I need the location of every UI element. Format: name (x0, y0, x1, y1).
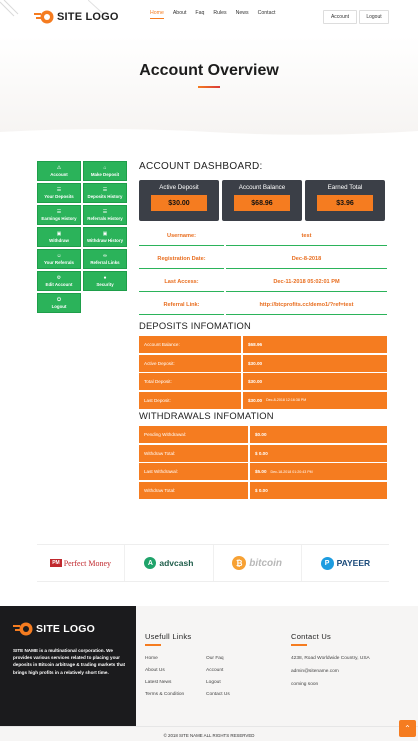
logo-icon (13, 621, 33, 637)
title-underline (198, 86, 220, 88)
dashboard-title: ACCOUNT DASHBOARD: (139, 161, 263, 172)
summary-cards (139, 180, 385, 221)
withdrawals-table (139, 426, 387, 500)
bitcoin-icon: ₿ (232, 556, 246, 570)
gear-icon: ⚙ (56, 275, 62, 281)
sidebar-item-logout[interactable]: ⏻ Logout (37, 293, 81, 313)
deposits-table (139, 336, 387, 410)
referral-link[interactable]: http://btcprofits.cc/demo1/?ref=test (226, 295, 387, 315)
hero-wave (0, 126, 418, 140)
site-footer (0, 606, 418, 726)
heading-underline (145, 644, 161, 646)
main-nav (150, 10, 285, 19)
info-value: Dec-8-2018 (226, 249, 387, 269)
card-label: Earned Total (327, 184, 363, 191)
payment-methods (37, 544, 389, 582)
perfect-money-label: Perfect Money (63, 558, 112, 568)
footer-link-terms[interactable]: Terms & Condition (145, 692, 185, 697)
row-key: Last Withdrawal: (139, 463, 248, 480)
payeer-icon: P (321, 557, 334, 570)
sidebar-item-your-referrals[interactable]: ☺ Your Referrals (37, 249, 81, 269)
sidebar-item-withdraw-history[interactable]: ▣ Withdraw History (83, 227, 127, 247)
earned-total-card (305, 180, 385, 221)
info-key: Username: (139, 226, 224, 246)
info-row-last-access (139, 272, 387, 294)
nav-news[interactable]: News (235, 10, 249, 16)
scroll-to-top-button[interactable] (399, 720, 416, 737)
card-value: $3.96 (317, 195, 373, 211)
card-label: Account Balance (238, 184, 286, 191)
nav-faq[interactable]: Faq (195, 10, 205, 16)
advcash-icon: A (144, 557, 156, 569)
payment-advcash (125, 545, 213, 581)
sidebar-item-make-deposit[interactable]: ⌂ Make Deposit (83, 161, 127, 181)
arrow-up-icon: ⌃ (404, 724, 411, 733)
logout-button[interactable]: Logout (359, 10, 389, 24)
deposits-title: DEPOSITS INFOMATION (139, 320, 251, 331)
info-key: Registration Date: (139, 249, 224, 269)
sidebar-item-security[interactable]: ● Security (83, 271, 127, 291)
decorative-lines (0, 0, 30, 20)
logo-icon (34, 9, 54, 25)
table-row (139, 392, 387, 409)
perfect-money-icon: PM (52, 560, 60, 566)
nav-rules[interactable]: Rules (213, 10, 227, 16)
info-row-registration-date (139, 249, 387, 271)
row-value: $30.00 (243, 373, 387, 390)
sidebar-item-withdraw[interactable]: ▣ Withdraw (37, 227, 81, 247)
row-value: $ 0.00 (250, 482, 387, 499)
payeer-label: PAYEER (336, 558, 371, 568)
sidebar-item-referrals-history[interactable]: ☰ Referrals History (83, 205, 127, 225)
row-key: Account Balance: (139, 336, 241, 353)
logout-icon: ⏻ (57, 297, 61, 303)
row-date: Dec-8-2018 12:16:38 PM (266, 398, 307, 402)
list-icon: ☰ (56, 209, 62, 215)
row-key: Pending Withdrawal: (139, 426, 248, 443)
row-value: $5.00 Dec-18-2018 01:20:43 PM (250, 463, 387, 480)
row-value: $30.00 Dec-8-2018 12:16:38 PM (243, 392, 387, 409)
footer-about (0, 606, 136, 726)
footer-link-contact[interactable]: Contact Us (206, 692, 230, 697)
footer-link-account[interactable]: Account (206, 668, 224, 673)
sidebar-item-deposits-history[interactable]: ☰ Deposits History (83, 183, 127, 203)
heading-underline (291, 644, 307, 646)
active-deposit-card (139, 180, 219, 221)
row-key: Active Deposit: (139, 355, 241, 372)
footer-description: SITE NAME is a multinational corporation. We provides various services related to placing your deposits in Bitcoin arbitrage & trading markets that brings high profits in a relatively short time. (13, 648, 126, 675)
home-icon: ⌂ (103, 165, 107, 171)
row-key: Last Deposit: (139, 392, 241, 409)
link-icon: ∞ (103, 253, 107, 259)
copyright-text: © 2018 SITE NAME ALL RIGHTS RESERVED (163, 733, 255, 738)
table-row (139, 445, 387, 462)
row-value: $30.00 (243, 355, 387, 372)
info-value: test (226, 226, 387, 246)
account-sidebar (37, 161, 127, 313)
table-row (139, 336, 387, 353)
sidebar-item-edit-account[interactable]: ⚙ Edit Account (37, 271, 81, 291)
row-key: Total Deposit: (139, 373, 241, 390)
card-value: $68.96 (234, 195, 290, 211)
footer-link-about[interactable]: About Us (145, 668, 165, 673)
sidebar-item-your-deposits[interactable]: ☰ Your Deposits (37, 183, 81, 203)
sidebar-item-referral-links[interactable]: ∞ Referral Links (83, 249, 127, 269)
withdraw-icon: ▣ (102, 231, 108, 237)
contact-title: Contact Us (291, 632, 332, 641)
row-value: $68.96 (243, 336, 387, 353)
nav-contact[interactable]: Contact (257, 10, 276, 16)
warning-triangle-icon: ⚠ (56, 165, 62, 171)
row-key: Withdraw Total: (139, 445, 248, 462)
payment-payeer (302, 545, 389, 581)
account-balance-card (222, 180, 302, 221)
site-header (0, 0, 418, 36)
info-key: Last Access: (139, 272, 224, 292)
users-icon: ☺ (56, 253, 62, 259)
account-button[interactable]: Account (323, 10, 357, 24)
table-row (139, 355, 387, 372)
contact-email[interactable]: admin@sitename.com (291, 669, 339, 674)
row-value: $ 0.00 (250, 445, 387, 462)
row-date: Dec-18-2018 01:20:43 PM (270, 469, 313, 474)
contact-address: 4238, Road Worldwide Country, USA (291, 656, 370, 661)
info-row-referral-link (139, 295, 387, 317)
footer-link-logout[interactable]: Logout (206, 680, 221, 685)
info-value: Dec-11-2018 05:02:01 PM (226, 272, 387, 292)
footer-link-home[interactable]: Home (145, 656, 158, 661)
footer-link-faq[interactable]: Our Faq (206, 656, 224, 661)
logo-text: SITE LOGO (36, 623, 95, 635)
lock-icon: ● (103, 275, 107, 281)
bitcoin-label: bitcoin (249, 557, 283, 569)
logo-text: SITE LOGO (57, 11, 119, 23)
advcash-label: advcash (159, 558, 194, 568)
nav-home[interactable]: Home (150, 10, 164, 19)
card-label: Active Deposit (159, 184, 199, 191)
list-icon: ☰ (102, 209, 108, 215)
footer-logo[interactable] (13, 621, 95, 637)
sidebar-item-earnings-history[interactable]: ☰ Earnings History (37, 205, 81, 225)
card-value: $30.00 (151, 195, 207, 211)
site-logo[interactable] (34, 8, 119, 26)
list-icon: ☰ (102, 187, 108, 193)
table-row (139, 426, 387, 443)
row-key: Withdraw Total: (139, 482, 248, 499)
table-row (139, 373, 387, 390)
footer-link-news[interactable]: Latest News (145, 680, 172, 685)
table-row (139, 482, 387, 499)
useful-links-title: Usefull Links (145, 632, 192, 641)
withdrawals-title: WITHDRAWALS INFOMATION (139, 410, 274, 421)
payment-bitcoin (214, 545, 302, 581)
withdraw-icon: ▣ (56, 231, 62, 237)
row-value: $0.00 (250, 426, 387, 443)
sidebar-item-account[interactable]: ⚠ Account (37, 161, 81, 181)
contact-phone: coming soon (291, 682, 319, 687)
table-row (139, 463, 387, 480)
page-title: Account Overview (139, 62, 279, 79)
nav-about[interactable]: About (172, 10, 187, 16)
info-row-username (139, 226, 387, 248)
info-key: Referral Link: (139, 295, 224, 315)
payment-perfect-money (37, 545, 125, 581)
list-icon: ☰ (56, 187, 62, 193)
